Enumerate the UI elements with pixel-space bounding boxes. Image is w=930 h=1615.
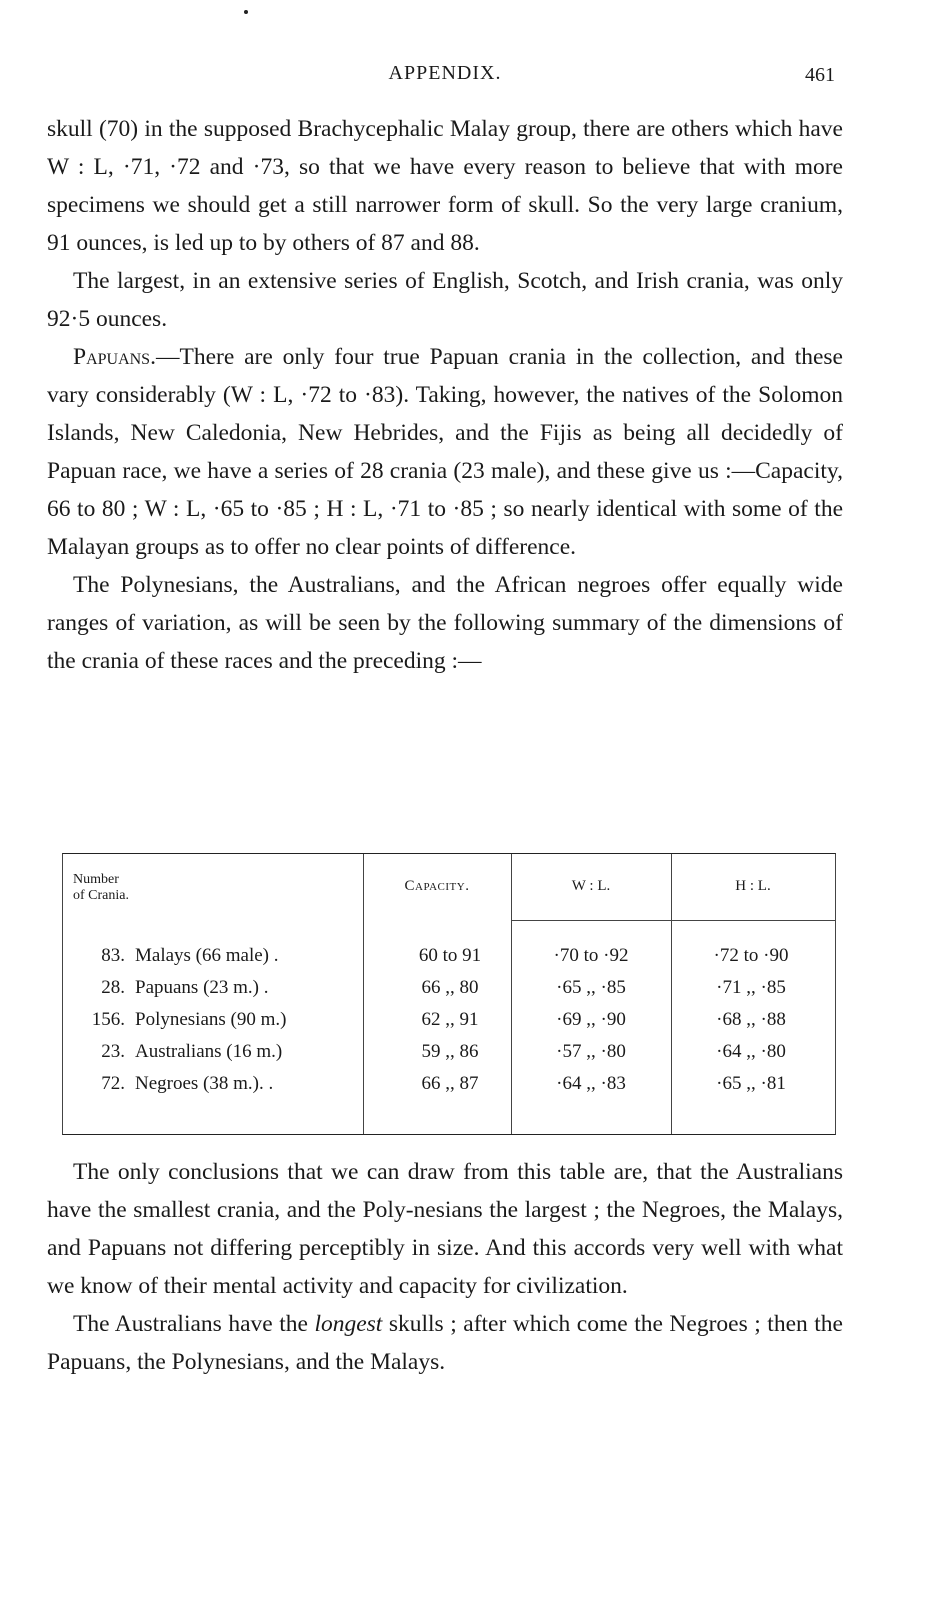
paragraph-summary-intro: The Polynesians, the Australians, and the African negroes offer equally wide ranges of variation, as will be seen by the following summary of the dimensions of the crania of these races and the preceding :— xyxy=(47,572,843,674)
table-header-rule xyxy=(671,920,835,921)
header-number-line2: of Crania. xyxy=(73,888,129,903)
cell-number: 28. xyxy=(101,977,125,998)
cell-hl: ·71 ,, ·85 xyxy=(716,977,786,998)
cell-race: Polynesians (90 m.) xyxy=(135,1009,287,1030)
cell-wl: ·57 ,, ·80 xyxy=(556,1041,626,1062)
header-capacity: Capacity. xyxy=(404,878,470,894)
table-row xyxy=(63,1004,835,1036)
table-row xyxy=(63,972,835,1004)
table-row xyxy=(63,1068,835,1100)
cell-race: Australians (16 m.) xyxy=(135,1041,283,1062)
paragraph-longest-skulls xyxy=(47,1305,843,1381)
emphasis-longest: longest xyxy=(314,1311,383,1337)
cell-race: Papuans (23 m.) . xyxy=(135,977,269,998)
cell-capacity: 59 ,, 86 xyxy=(421,1041,479,1062)
running-head: APPENDIX. xyxy=(388,62,502,84)
table-row xyxy=(63,940,835,972)
page-header xyxy=(0,62,930,92)
cell-capacity: 66 ,, 87 xyxy=(421,1073,479,1094)
header-number-of-crania xyxy=(73,872,129,904)
table-header-rule xyxy=(511,920,671,921)
paragraph-papuans-text: —There are only four true Papuan crania in the collection, and these vary considerably (W : L, ·72 to ·83). Taking, however, the natives of the Solomon Islands, New Caledonia, New Hebrides, and the Fijis as being all decidedly of Papuan race, we have a series of 28 crania (23 male), and these give us :—Capacity, 66 to 80 ; W : L, ·65 to ·85 ; H : L, ·71 to ·85 ; so nearly identical with some of the Malayan groups as to offer no clear points of difference. xyxy=(47,344,843,560)
cell-hl: ·72 to ·90 xyxy=(713,945,789,966)
header-hl: H : L. xyxy=(735,878,771,894)
body-text-top xyxy=(47,110,843,680)
cell-number: 156. xyxy=(91,1009,125,1030)
page-number: 461 xyxy=(805,64,835,86)
cell-number: 72. xyxy=(101,1073,125,1094)
cell-wl: ·65 ,, ·85 xyxy=(556,977,626,998)
cell-race: Malays (66 male) . xyxy=(135,945,279,966)
cell-capacity: 66 ,, 80 xyxy=(421,977,479,998)
paragraph-conclusions: The only conclusions that we can draw from this table are, that the Australians have the smallest crania, and the Poly-nesians the largest ; the Negroes, the Malays, and Papuans not differing perceptibly in size. And this accords very well with what we know of their mental activity and capacity for civilization. xyxy=(47,1159,843,1299)
cell-hl: ·65 ,, ·81 xyxy=(716,1073,786,1094)
table-row xyxy=(63,1036,835,1068)
longest-text-before: The Australians have the xyxy=(73,1311,315,1337)
header-wl: W : L. xyxy=(571,878,611,894)
cell-wl: ·69 ,, ·90 xyxy=(556,1009,626,1030)
cell-wl: ·64 ,, ·83 xyxy=(556,1073,626,1094)
longest-text-after: skulls ; after which come the Negroes ; then the Papuans, the Polynesians, and the Malays. xyxy=(47,1311,843,1375)
cell-capacity: 60 to 91 xyxy=(418,945,482,966)
cell-number: 83. xyxy=(101,945,125,966)
cell-race: Negroes (38 m.). . xyxy=(135,1073,274,1094)
paragraph-skull-continuation: skull (70) in the supposed Brachycephalic Malay group, there are others which have W : L, ·71, ·72 and ·73, so that we have every reason to believe that with more specimens we should get a still narrower form of skull. So the very large cranium, 91 ounces, is led up to by others of 87 and 88. xyxy=(47,116,843,256)
section-lead-papuans: Papuans. xyxy=(73,344,156,370)
header-number-line1: Number xyxy=(73,872,119,887)
cell-capacity: 62 ,, 91 xyxy=(421,1009,479,1030)
paragraph-papuans xyxy=(47,338,843,566)
cell-hl: ·68 ,, ·88 xyxy=(716,1009,786,1030)
paragraph-largest-crania: The largest, in an extensive series of English, Scotch, and Irish crania, was only 92·5 ounces. xyxy=(47,268,843,332)
ink-speck xyxy=(244,10,248,14)
cell-hl: ·64 ,, ·80 xyxy=(716,1041,786,1062)
cell-wl: ·70 to ·92 xyxy=(553,945,629,966)
crania-summary-table xyxy=(62,853,836,1135)
body-text-bottom xyxy=(47,1153,843,1381)
cell-number: 23. xyxy=(101,1041,125,1062)
